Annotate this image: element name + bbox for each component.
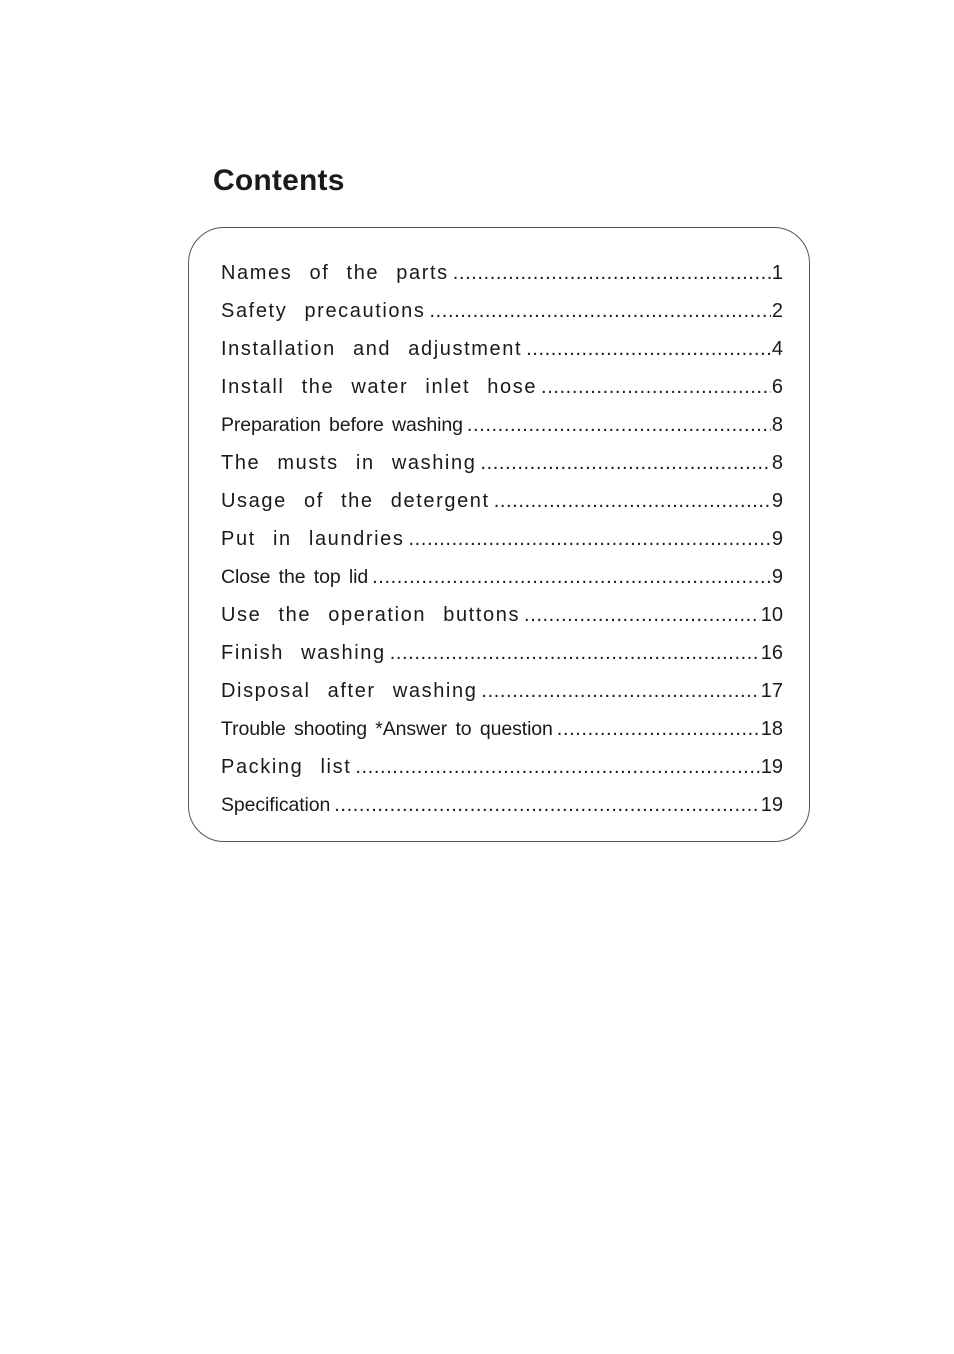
toc-entry-page: 8 (771, 452, 783, 474)
toc-entry-leader (541, 368, 771, 406)
toc-entry-page: 4 (771, 338, 783, 360)
toc-entry (221, 444, 783, 482)
toc-entry (221, 292, 783, 330)
toc-entry-label: Use the operation buttons (221, 604, 521, 626)
toc-entry-leader (390, 634, 760, 672)
toc-entry (221, 254, 783, 292)
toc-entry (221, 482, 783, 520)
toc-entry-page: 9 (771, 490, 783, 512)
toc-entry-label: Installation and adjustment (221, 338, 523, 360)
toc-entry (221, 710, 783, 748)
toc-entry-label: Safety precautions (221, 300, 426, 322)
toc-entry-leader (467, 406, 771, 444)
toc-entry-leader (526, 330, 771, 368)
toc-entry-leader (494, 482, 771, 520)
toc-entry (221, 786, 783, 824)
toc-entry-leader (524, 596, 760, 634)
toc-entry (221, 330, 783, 368)
toc-entry-page: 6 (771, 376, 783, 398)
toc-entry-leader (453, 254, 771, 292)
toc-entry-page: 17 (760, 680, 783, 702)
toc-entry-label: Trouble shooting *Answer to question (221, 718, 553, 740)
toc-entry-label: Install the water inlet hose (221, 376, 538, 398)
toc-entry-leader (355, 748, 759, 786)
contents-box (188, 227, 810, 842)
toc-entry (221, 406, 783, 444)
contents-list (221, 254, 783, 824)
toc-entry-leader (480, 444, 770, 482)
toc-entry-label: The musts in washing (221, 452, 477, 474)
toc-entry-label: Close the top lid (221, 566, 369, 588)
toc-entry (221, 672, 783, 710)
toc-entry (221, 748, 783, 786)
toc-entry-page: 16 (760, 642, 783, 664)
toc-entry-page: 19 (760, 794, 783, 816)
toc-entry-leader (429, 292, 770, 330)
toc-entry (221, 520, 783, 558)
toc-entry-page: 9 (771, 528, 783, 550)
toc-entry (221, 368, 783, 406)
toc-entry-page: 2 (771, 300, 783, 322)
toc-entry-label: Put in laundries (221, 528, 405, 550)
toc-entry-label: Finish washing (221, 642, 386, 664)
toc-entry (221, 634, 783, 672)
toc-entry-label: Names of the parts (221, 262, 449, 284)
toc-entry-leader (334, 786, 759, 824)
toc-entry-page: 18 (760, 718, 783, 740)
toc-entry-label: Disposal after washing (221, 680, 478, 702)
toc-entry-page: 9 (771, 566, 783, 588)
toc-entry-leader (372, 558, 771, 596)
toc-entry-leader (557, 710, 760, 748)
toc-entry-leader (481, 672, 759, 710)
toc-entry-label: Packing list (221, 756, 352, 778)
toc-entry-page: 10 (760, 604, 783, 626)
toc-entry-label: Usage of the detergent (221, 490, 490, 512)
toc-entry (221, 558, 783, 596)
page-title: Contents (213, 164, 345, 197)
toc-entry-page: 8 (771, 414, 783, 436)
toc-entry-page: 1 (771, 262, 783, 284)
toc-entry-label: Preparation before washing (221, 414, 463, 436)
toc-entry-label: Specification (221, 794, 331, 816)
toc-entry-page: 19 (760, 756, 783, 778)
toc-entry (221, 596, 783, 634)
toc-entry-leader (408, 520, 770, 558)
